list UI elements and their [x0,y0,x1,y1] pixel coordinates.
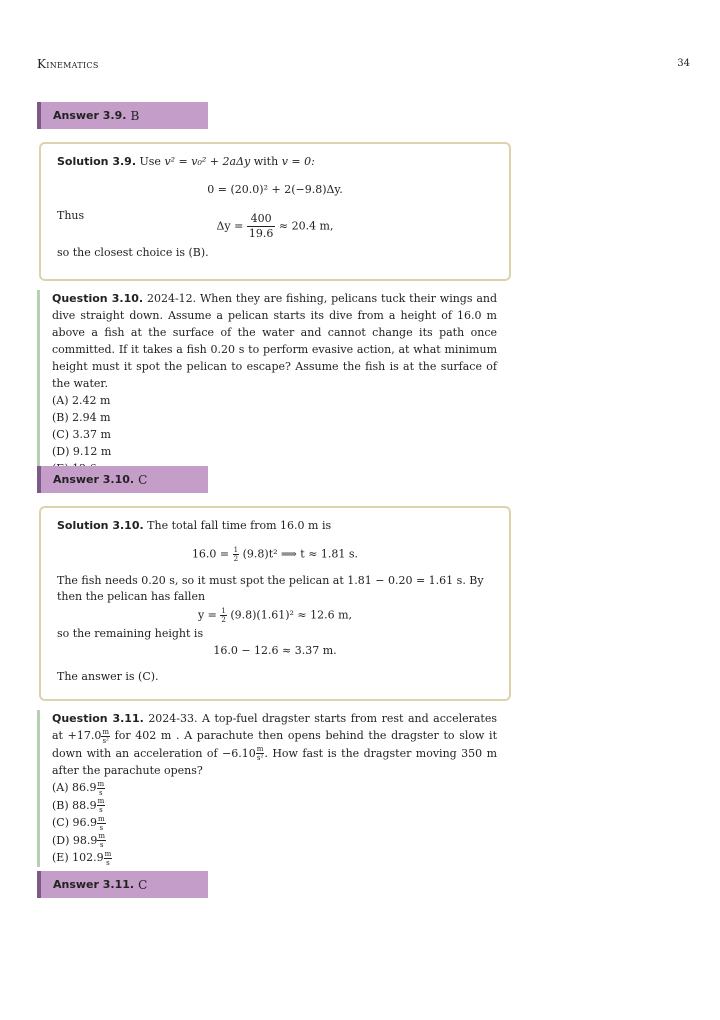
answer-value: B [130,108,140,123]
question-label: Question 3.11. [52,712,144,725]
unit-denominator: s² [256,754,264,762]
option-value: (E) 102.9 [52,851,104,864]
equation-rhs: (9.8)t² ⟹ t ≈ 1.81 s. [242,547,359,561]
unit-numerator: m [256,745,264,753]
unit-numerator: m [98,832,106,840]
fraction [247,212,276,241]
fraction-denominator: 2 [221,616,226,624]
solution-text: The total fall time from 16.0 m is [147,519,332,532]
equation-lhs: y = [197,608,217,622]
unit-numerator: m [97,797,105,805]
unit-numerator: m [104,849,112,858]
solution-text: The fish needs 0.20 s, so it must spot the pelican at 1.81 − 0.20 = 1.61 s. By then the pelican has fallen [57,574,484,603]
solution-text: with [253,155,279,168]
fraction-denominator: 19.6 [248,227,274,240]
answer-value: C [138,472,148,487]
solution-text: The answer is (C). [57,670,159,683]
option-c [52,814,497,832]
unit-fraction [97,797,106,814]
equation-inline: v² = v₀² + 2aΔy [164,155,251,168]
equation-lhs: Δy = [216,219,244,233]
fraction-numerator: 1 [221,607,226,615]
equation-display: 0 = (20.0)² + 2(−9.8)Δy. [207,183,343,196]
solution-text: so the remaining height is [57,627,204,640]
option-a: (A) 2.42 m [52,394,111,407]
unit-fraction [101,728,110,745]
question-block-3-11 [37,710,497,867]
unit-numerator: m [102,727,109,736]
option-d: (D) 9.12 m [52,445,112,458]
unit-denominator: s [99,806,103,814]
option-value: (C) 96.9 [52,816,97,829]
equation-display [57,212,493,241]
option-d [52,832,497,850]
fraction-numerator: 400 [247,212,276,227]
answer-label: Answer 3.9. [53,109,127,122]
running-header-title: Kinematics [37,57,99,71]
option-c: (C) 3.37 m [52,428,111,441]
unit-denominator: s [99,841,104,849]
unit-fraction [97,780,106,797]
equation-rhs: ≈ 20.4 m, [278,219,334,233]
option-value: (D) 98.9 [52,833,98,847]
unit-denominator: s [99,823,104,832]
question-text: . How fast is the dragster moving 350 m after the parachute opens? [52,746,498,777]
option-b [52,797,497,815]
equation-display [57,546,493,563]
question-text: 2024-33. A top-fuel dragster starts from rest and accelerates at +17.0 [52,712,497,742]
solution-label: Solution 3.10. [57,519,144,532]
unit-numerator: m [97,779,105,788]
solution-box-3-9 [39,142,511,281]
page-number: 34 [677,58,690,69]
answer-label: Answer 3.11. [53,878,135,891]
solution-text: Use [139,155,161,168]
equation-rhs: (9.8)(1.61)² ≈ 12.6 m, [230,608,353,622]
answer-box-3-10 [37,466,208,493]
solution-label: Solution 3.9. [57,155,136,168]
solution-box-3-10 [39,506,511,701]
solution-text: so the closest choice is (B). [57,246,209,259]
option-a [52,779,497,797]
equation-lhs: 16.0 = [191,547,230,561]
fraction-denominator: 2 [233,555,239,563]
solution-text: Thus [57,209,85,222]
option-b: (B) 2.94 m [52,411,111,424]
answer-value: C [138,877,148,892]
equation-inline: v = 0: [281,155,315,168]
unit-numerator: m [98,814,105,823]
option-value: (A) 86.9 [52,781,97,794]
question-block-3-10 [37,290,497,477]
equation-display [57,607,493,624]
fraction [233,546,239,563]
unit-denominator: s² [102,736,109,745]
unit-denominator: s [99,788,103,797]
unit-fraction [97,832,106,849]
unit-fraction [104,850,113,867]
fraction-numerator: 1 [233,546,239,554]
unit-fraction [97,815,106,832]
equation-display: 16.0 − 12.6 ≈ 3.37 m. [213,644,337,657]
question-text: for 402 m . A parachute then opens behind the dragster to slow it down with an acceleration of −6.10 [52,729,497,760]
answer-box-3-11 [37,871,208,898]
fraction [220,607,226,624]
answer-box-3-9 [37,102,208,129]
unit-denominator: s [106,858,110,867]
question-text: 2024-12. When they are fishing, pelicans tuck their wings and dive straight down. Assume a pelican starts its dive from a height of 16.0 m above a fish at the surface of the water and cannot change its path once committed. If it takes a fish 0.20 s to perform evasive action, at what minimum height must it spot the pelican to escape? Assume the fish is at the surface of the water. [52,292,498,390]
question-label: Question 3.10. [52,292,144,305]
option-value: (B) 88.9 [52,798,97,812]
option-e [52,849,497,867]
answer-label: Answer 3.10. [53,473,135,486]
